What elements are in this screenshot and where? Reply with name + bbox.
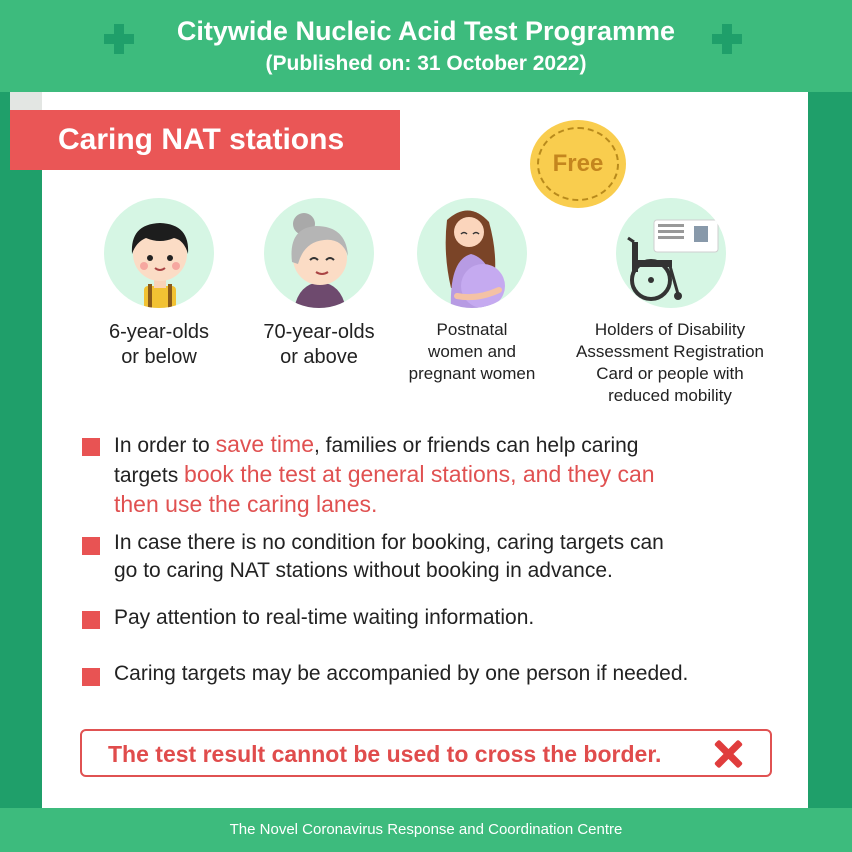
highlight-text: then use the caring lanes. bbox=[114, 491, 378, 517]
bullet-marker bbox=[82, 668, 100, 686]
caption-line: 6-year-olds bbox=[108, 321, 210, 343]
bullet-text-booking bbox=[114, 430, 754, 520]
section-banner: Caring NAT stations bbox=[10, 110, 400, 170]
free-badge-label: Free bbox=[537, 127, 619, 201]
border-warning bbox=[80, 729, 772, 777]
caption-line: 70-year-olds bbox=[263, 321, 375, 343]
highlight-text: book the test at general stations, and they can bbox=[184, 461, 655, 487]
bullet-marker bbox=[82, 438, 100, 456]
text-span: , families or friends can help caring bbox=[314, 434, 639, 457]
card-fold bbox=[10, 92, 42, 110]
bullet-marker bbox=[82, 611, 100, 629]
bullet-text-no-booking bbox=[114, 529, 754, 585]
text-span: In order to bbox=[114, 434, 216, 457]
caption-line: or below bbox=[121, 346, 197, 368]
bullet-line: go to caring NAT stations without booking in advance. bbox=[114, 559, 613, 582]
target-caption-children bbox=[84, 320, 234, 370]
caption-line: women and bbox=[428, 342, 516, 361]
target-caption-elderly bbox=[244, 320, 394, 370]
free-badge bbox=[530, 120, 626, 208]
cross-mark-icon bbox=[714, 740, 742, 768]
child-icon bbox=[104, 198, 214, 308]
bullet-line bbox=[114, 430, 754, 460]
wheelchair-icon bbox=[616, 198, 726, 308]
caption-line: Assessment Registration bbox=[575, 342, 765, 361]
warning-text: The test result cannot be used to cross the border. bbox=[108, 741, 662, 767]
pregnant-woman-icon bbox=[417, 198, 527, 308]
caption-line: reduced mobility bbox=[608, 386, 732, 405]
bullet-line bbox=[114, 490, 754, 520]
footer-text: The Novel Coronavirus Response and Coordination Centre bbox=[229, 821, 623, 838]
elderly-woman-icon bbox=[264, 198, 374, 308]
bullet-line bbox=[114, 460, 754, 490]
right-cross-icon bbox=[712, 24, 742, 54]
bullet-line: In case there is no condition for booking, caring targets can bbox=[114, 531, 664, 554]
page-title: Citywide Nucleic Acid Test Programme bbox=[176, 16, 676, 46]
text-span: targets bbox=[114, 464, 185, 487]
footer-bar bbox=[0, 808, 852, 852]
published-date: (Published on: 31 October 2022) bbox=[265, 52, 587, 75]
caption-line: or above bbox=[280, 346, 358, 368]
caption-line: Holders of Disability bbox=[594, 320, 746, 339]
target-caption-disability bbox=[560, 319, 780, 407]
bullet-text-waiting: Pay attention to real-time waiting information. bbox=[114, 606, 535, 629]
caption-line: Card or people with bbox=[596, 364, 744, 383]
bullet-text-accompanied: Caring targets may be accompanied by one person if needed. bbox=[114, 662, 689, 685]
bullet-marker bbox=[82, 537, 100, 555]
caption-line: Postnatal bbox=[436, 320, 508, 339]
header-bar bbox=[0, 0, 852, 92]
highlight-text: save time bbox=[215, 431, 314, 457]
caption-line: pregnant women bbox=[408, 364, 536, 383]
target-caption-women bbox=[392, 319, 552, 385]
